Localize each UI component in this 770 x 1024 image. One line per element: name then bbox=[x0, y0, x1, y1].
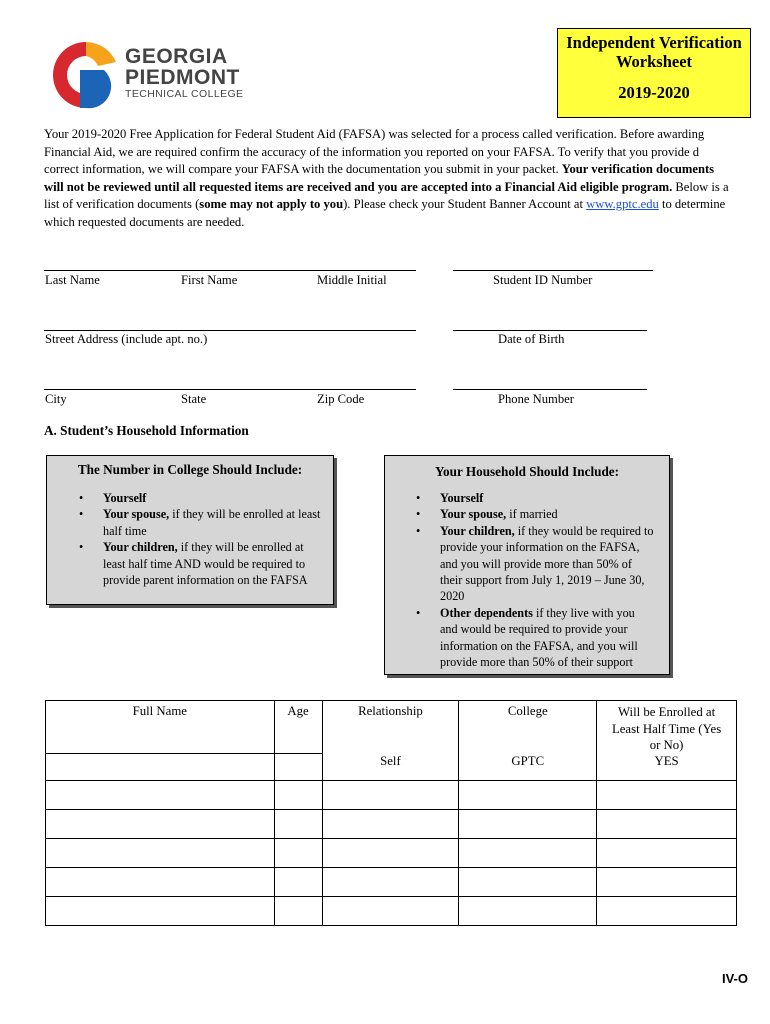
table-row bbox=[46, 868, 737, 897]
table-header-row bbox=[46, 701, 737, 754]
logo-line-1: GEORGIA bbox=[125, 45, 228, 68]
logo-line-2: PIEDMONT bbox=[125, 66, 240, 89]
city-line[interactable] bbox=[44, 389, 416, 390]
table-row bbox=[46, 897, 737, 926]
phone-label: Phone Number bbox=[498, 392, 574, 406]
household-list bbox=[416, 490, 655, 670]
state-label: State bbox=[181, 392, 207, 406]
table-row bbox=[46, 781, 737, 810]
intro-bold-2: some may not apply to you bbox=[199, 197, 344, 212]
section-a-heading: A. Student’s Household Information bbox=[44, 423, 249, 438]
intro-text-4: to determine which requested documents are needed. bbox=[44, 197, 726, 229]
household-table bbox=[45, 700, 737, 926]
household-title: Your Household Should Include: bbox=[434, 464, 620, 479]
table-cell[interactable] bbox=[46, 810, 275, 839]
college-logo bbox=[50, 40, 250, 110]
list-item: • Your spouse, if they will be enrolled at least half time bbox=[79, 507, 321, 538]
table-cell[interactable] bbox=[597, 897, 737, 926]
page-code: IV-O bbox=[721, 971, 748, 986]
table-row bbox=[46, 839, 737, 868]
table-cell[interactable] bbox=[274, 868, 322, 897]
table-cell[interactable] bbox=[459, 839, 597, 868]
col-full-name: Full Name bbox=[46, 701, 275, 754]
table-cell[interactable] bbox=[597, 781, 737, 810]
logo-mark-icon bbox=[50, 40, 122, 110]
table-row bbox=[46, 810, 737, 839]
col-age: Age bbox=[274, 701, 322, 754]
number-in-college-title: The Number in College Should Include: bbox=[77, 462, 303, 477]
table-cell[interactable] bbox=[46, 839, 275, 868]
table-cell[interactable] bbox=[322, 868, 459, 897]
table-cell[interactable] bbox=[274, 810, 322, 839]
table-cell[interactable] bbox=[597, 868, 737, 897]
table-cell[interactable] bbox=[459, 781, 597, 810]
col-enrolled: Will be Enrolled at Least Half Time (Yes or No) bbox=[597, 701, 737, 754]
city-label: City bbox=[45, 392, 67, 406]
cell-full-name[interactable] bbox=[46, 754, 275, 781]
cell-relationship[interactable]: Self bbox=[322, 754, 459, 781]
middle-initial-label: Middle Initial bbox=[317, 273, 387, 287]
table-cell[interactable] bbox=[322, 810, 459, 839]
list-item: • Your children, if they would be required to provide your information on the FAFSA, and you will provide more than 50% of their support from July 1, 2019 – June 30, 2020 bbox=[416, 523, 654, 604]
table-cell[interactable] bbox=[46, 897, 275, 926]
table-cell[interactable] bbox=[46, 868, 275, 897]
dob-label: Date of Birth bbox=[498, 332, 565, 346]
list-item: • Yourself bbox=[79, 491, 147, 505]
student-id-line[interactable] bbox=[453, 270, 653, 271]
street-label: Street Address (include apt. no.) bbox=[45, 332, 208, 346]
table-cell[interactable] bbox=[274, 839, 322, 868]
title-line-2: Worksheet bbox=[615, 52, 693, 71]
table-cell[interactable] bbox=[322, 839, 459, 868]
table-cell[interactable] bbox=[46, 781, 275, 810]
list-item: • Your spouse, if married bbox=[416, 507, 558, 522]
table-cell[interactable] bbox=[597, 810, 737, 839]
number-in-college-list bbox=[79, 490, 323, 588]
table-cell[interactable] bbox=[274, 897, 322, 926]
col-college: College bbox=[459, 701, 597, 754]
title-line-1: Independent Verification bbox=[566, 33, 742, 52]
number-in-college-box bbox=[46, 455, 334, 605]
cell-enrolled[interactable]: YES bbox=[597, 754, 737, 781]
table-row bbox=[46, 754, 737, 781]
intro-bold-1: Your verification documents will not be reviewed until all requested items are received and you are accepted into a Financial Aid eligible program. bbox=[44, 162, 715, 194]
cell-age[interactable] bbox=[274, 754, 322, 781]
intro-text-2: Below is a list of verification documents ( bbox=[44, 179, 729, 212]
dob-line[interactable] bbox=[453, 330, 647, 331]
list-item: • Yourself bbox=[416, 491, 484, 505]
table-cell[interactable] bbox=[459, 897, 597, 926]
household-box bbox=[384, 455, 670, 675]
table-cell[interactable] bbox=[459, 810, 597, 839]
logo-line-3: TECHNICAL COLLEGE bbox=[125, 88, 244, 100]
title-box bbox=[557, 28, 751, 118]
intro-text-1: Your 2019-2020 Free Application for Federal Student Aid (FAFSA) was selected for a process called verification. Before awarding Financial Aid, we are required confirm the accuracy of the information you reported on your FAFSA. To verify that you provide d correct information, we will compare your FAFSA with the documentation you submit in your packet. bbox=[44, 127, 705, 177]
zip-label: Zip Code bbox=[317, 392, 365, 406]
table-cell[interactable] bbox=[274, 781, 322, 810]
table-cell[interactable] bbox=[322, 781, 459, 810]
col-relationship: Relationship bbox=[322, 701, 459, 754]
student-id-label: Student ID Number bbox=[493, 273, 593, 287]
last-name-label: Last Name bbox=[45, 273, 100, 287]
street-line[interactable] bbox=[44, 330, 416, 331]
table-cell[interactable] bbox=[322, 897, 459, 926]
cell-college[interactable]: GPTC bbox=[459, 754, 597, 781]
title-year: 2019-2020 bbox=[618, 83, 690, 102]
name-line[interactable] bbox=[44, 270, 416, 271]
table-cell[interactable] bbox=[597, 839, 737, 868]
gptc-link[interactable]: www.gptc.edu bbox=[586, 197, 659, 212]
phone-line[interactable] bbox=[453, 389, 647, 390]
intro-paragraph bbox=[44, 126, 734, 232]
first-name-label: First Name bbox=[181, 273, 238, 287]
intro-text-3: ). Please check your Student Banner Account at bbox=[343, 197, 587, 212]
list-item: • Other dependents if they live with you and would be required to provide your information on the FAFSA, and you will provide more than 50% of their support bbox=[416, 605, 638, 670]
table-cell[interactable] bbox=[459, 868, 597, 897]
list-item: • Your children, if they will be enrolled at least half time AND would be required to provide parent information on the FAFSA bbox=[79, 540, 308, 588]
